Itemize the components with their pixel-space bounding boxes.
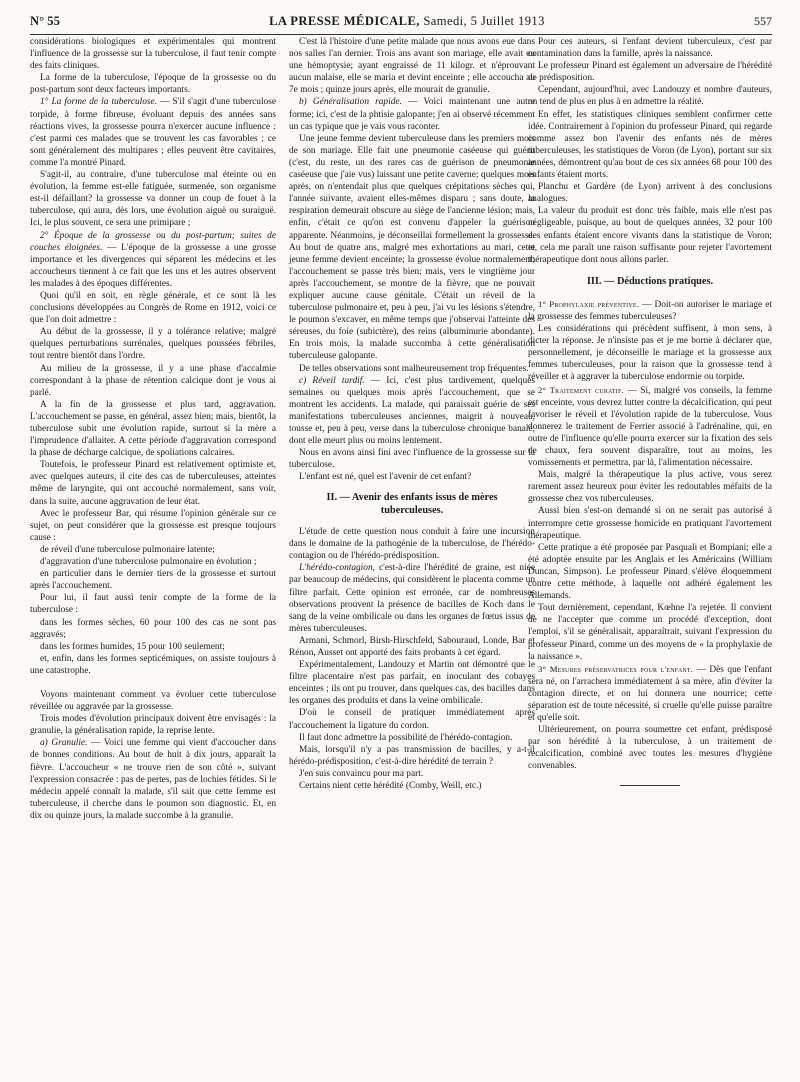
- section-heading: [528, 276, 772, 288]
- journal-title: [269, 14, 545, 29]
- paragraph-lead: 3° Mesures préservatrices pour l'enfant.: [538, 663, 694, 674]
- paragraph-text: Armani, Schmorl, Birsh-Hirschfeld, Sabouraud, Londe, Bar et Rénon, Ausset ont apporté des faits probants à cet égard.: [289, 635, 535, 658]
- paragraph-text: — Ici, c'est plus tardivement, quelques semaines ou quelques mois après l'accouchement, que se montrent les accidents. La malade, qui paraissait guérie de ses manifestations tuberculeuses anciennes, maigrit à nouveau, tousse et, peu à peu, verse dans la tuberculose chronique banale, dont elle meurt plus ou moins lentement.: [289, 375, 536, 447]
- text-column-1: [30, 36, 276, 822]
- paragraph-text: Trois modes d'évolution principaux doivent être envisagés : la granulie, la généralisation rapide, la reprise lente.: [30, 714, 276, 737]
- paragraph-text: — Si, malgré vos conseils, la femme est enceinte, vous devrez lutter contre la décalcification, qui peut favoriser le réveil et l'évolution rapide de la tuberculose. Vous donnerez le traitement de Ferrier associé à l'adrénaline, qui, en outre de l'influence qu'elle pourra exercer sur la fixation des sels de chaux, fera souvent disparaître, tout au moins, les vomissements et permettra, par là, l'alimentation nécessaire.: [528, 385, 772, 469]
- paragraph-text: La forme de la tuberculose, l'époque de la grossesse ou du post-partum sont deux facteurs importants.: [30, 73, 276, 96]
- paragraph-text: c'est-à-dire l'hérédité de graine, est niée par beaucoup de médecins, qui considèrent le placenta comme un filtre parfait. Cette opinion est erronée, car de nombreuses observations prouvent la présence de bacilles de Koch dans le sang de la veine ombilicale ou dans les organes de fœtus issus de mères tuberculeuses.: [289, 563, 535, 634]
- paragraph: [528, 663, 772, 724]
- paragraph: [289, 96, 535, 132]
- paragraph-text: Toutefois, le professeur Pinard est relativement optimiste et, avec quelques auteurs, il cite des cas de tuberculeuses, atteintes même de laryngite, qui ont accouché normalement, sans voir, dans la suite, aucune aggravation de leur état.: [30, 460, 276, 507]
- paragraph: [528, 109, 772, 182]
- paragraph-text: L'étude de cette question nous conduit à faire une incursion dans le domaine de la pathogénie de la tuberculose, de l'hérédo-contagion ou de l'hérédo-prédisposition.: [289, 527, 535, 562]
- paragraph-lead: L'hérédo-contagion,: [299, 563, 375, 574]
- paragraph: [30, 72, 276, 96]
- paragraph-text: C'est là l'histoire d'une petite malade que nous avons eue dans nos salles l'an dernier. Trois ans avant son mariage, elle avait eu une hémoptysie; ayant engraissé de 11 kilogr. et n'éprouvant aucun malaise, elle se maria et devint enceinte ; elle accoucha au 7e mois ; quinze jours après, elle mourait de granulie.: [289, 37, 535, 96]
- paragraph-text: II. — Avenir des enfants issus de mères tuberculeuses.: [326, 492, 498, 516]
- paragraph-text: — Dès que l'enfant sera né, on l'arrachera immédiatement à sa mère, afin d'éviter la contagion directe, et on lui donnera une nourrice; cette séparation est de toute nécessité, si cruelle qu'elle puisse paraître et qu'elle soit.: [528, 664, 772, 724]
- paragraph-text: d'aggravation d'une tuberculose pulmonaire en évolution ;: [40, 557, 257, 568]
- section-heading: [297, 492, 527, 517]
- paragraph-text: Tout dernièrement, cependant, Kœhne l'a rejetée. Il convient de ne l'accepter que comme un procédé d'exception, dont l'emploi, s'il se généralisait, apparaîtrait, suivant l'expression du professeur Pinard, comme un des moyens de « la prophylaxie de la naissance ».: [528, 603, 772, 662]
- paragraph: [528, 602, 772, 662]
- paragraph-lead: 2° Traitement curatif.: [538, 384, 624, 395]
- paragraph-text: Il faut donc admettre la possibilité de l'hérédo-contagion.: [299, 732, 513, 743]
- paragraph: [30, 592, 276, 616]
- paragraph: [30, 544, 276, 556]
- paragraph-text: Voyons maintenant comment va évoluer cette tuberculose réveillée ou aggravée par la grossesse.: [30, 689, 276, 713]
- paragraph: [528, 181, 772, 205]
- paragraph: [30, 459, 276, 507]
- paragraph-lead: 1° La forme de la tuberculose.: [40, 97, 158, 108]
- paragraph-text: Planchu et Gardère (de Lyon) arrivent à des conclusions analogues.: [528, 182, 772, 205]
- paragraph-text: Avec le professeur Bar, qui résume l'opinion générale sur ce sujet, on peut considérer que la grossesse est presque toujours cause :: [30, 508, 276, 543]
- paragraph: [30, 641, 276, 653]
- paragraph-text: Cependant, aujourd'hui, avec Landouzy et nombre d'auteurs, on tend de plus en plus à en admettre la réalité.: [528, 85, 772, 108]
- paragraph: [289, 375, 535, 448]
- paragraph: [289, 562, 535, 635]
- paragraph: [528, 298, 772, 323]
- paragraph-text: L'enfant est né, quel est l'avenir de cet enfant?: [299, 472, 472, 483]
- page-header: [30, 14, 772, 32]
- paragraph-text: En effet, les statistiques cliniques semblent confirmer cette idée. Contrairement à l'opinion du professeur Pinard, qui regarde comme assez bon l'avenir des enfants nés de mères tuberculeuses, les statistiques de Voron (de Lyon), portant sur six années, démontrent qu'au bout de ces six années 68 pour 100 des enfants étaient morts.: [528, 109, 772, 181]
- paragraph-text: Au début de la grossesse, il y a tolérance relative; malgré quelques perturbations surrénales, quelques poussées fébriles, tout rentre bientôt dans l'ordre.: [30, 327, 276, 362]
- paragraph: [30, 713, 276, 737]
- paragraph-lead: b) Généralisation rapide.: [299, 97, 402, 108]
- paragraph-text: Les considérations qui précèdent suffisent, à mon sens, à dicter la réponse. Je n'insiste pas et je me borne à déclarer que, personnellement, je déconseille le mariage et la grossesse aux femmes tuberculeuses, pour la raison que la grossesse tend à réveiller et à aggraver la tuberculose endormie ou torpide.: [528, 324, 772, 383]
- paragraph-text: Aussi bien s'est-on demandé si on ne serait pas autorisé à interrompre cette grossesse homicide en pratiquant l'avortement thérapeutique.: [528, 506, 772, 541]
- paragraph: [289, 732, 535, 744]
- paragraph: [528, 724, 772, 772]
- text-column-2: [289, 36, 535, 792]
- paragraph: [289, 133, 535, 363]
- text-column-3: [528, 36, 772, 786]
- paragraph-text: Le professeur Pinard est également un adversaire de l'hérédité de prédisposition.: [528, 61, 772, 84]
- paragraph: [289, 659, 535, 707]
- page-number: 557: [754, 14, 772, 28]
- paragraph: [289, 471, 535, 483]
- issue-number: N° 55: [30, 14, 60, 28]
- paragraph: [30, 568, 276, 592]
- journal-name: LA PRESSE MÉDICALE,: [269, 14, 420, 28]
- paragraph: [30, 653, 276, 677]
- paragraph-text: J'en suis convaincu pour ma part.: [299, 768, 424, 779]
- paragraph-text: — Voici maintenant une autre forme; ici, c'est de la phtisie galopante; j'en ai observé récemment un cas typique que je vais vous raconter.: [289, 97, 536, 132]
- paragraph-text: Expérimentalement, Landouzy et Martin ont démontré que le filtre placentaire n'est pas parfait, en inoculant des cobayes enceintes ; ils ont pu trouver, dans quelques cas, des bacilles dans les organes des produits et dans la veine ombilicale.: [289, 660, 535, 707]
- paragraph: [289, 635, 535, 659]
- paragraph-lead: c) Réveil tardif.: [299, 375, 365, 386]
- paragraph-text: Au milieu de la grossesse, il y a une phase d'accalmie correspondant à la phase de rétention calcique dont je vous ai parlé.: [30, 363, 276, 398]
- issue-date: Samedi, 5 Juillet 1913: [423, 14, 545, 28]
- paragraph-text: Mais, malgré la thérapeutique la plus active, vous serez rarement assez heureux pour éviter les redoutables méfaits de la grossesse chez vos tuberculeuses.: [528, 470, 772, 505]
- paragraph-text: dans les formes humides, 15 pour 100 seulement;: [40, 641, 225, 652]
- paragraph-text: Quoi qu'il en soit, en règle générale, et ce sont là les conclusions développées au Congrès de Rome en 1912, voici ce que l'on doit admettre :: [30, 290, 276, 326]
- paragraph-text: D'où le conseil de pratiquer immédiatement après l'accouchement la ligature du cordon.: [289, 708, 535, 731]
- paragraph-text: Ultérieurement, on pourra soumettre cet enfant, prédisposé par son hérédité à la tuberculose, à un traitement de recalcification, combiné avec toutes les mesures d'hygiène convenables.: [528, 725, 772, 772]
- paragraph-text: De telles observations sont malheureusement trop fréquentes.: [299, 363, 529, 374]
- paragraph: [528, 36, 772, 60]
- paragraph: [289, 707, 535, 731]
- paragraph: [30, 169, 276, 229]
- paragraph-lead: 1° Prophylaxie préventive.: [538, 298, 640, 309]
- paragraph-text: III. — Déductions pratiques.: [586, 275, 714, 287]
- paragraph: [30, 689, 276, 713]
- paragraph: [30, 290, 276, 326]
- paragraph-text: de réveil d'une tuberculose pulmonaire latente;: [40, 544, 215, 555]
- paragraph: [289, 526, 535, 562]
- header-rule: [30, 34, 772, 35]
- paragraph-text: — L'époque de la grossesse a une grosse importance et les divergences qui séparent les médecins et les accoucheurs tiennent à ce fait que les uns et les autres observent les malades à des époques différentes.: [30, 242, 276, 289]
- end-rule: [620, 785, 680, 786]
- paragraph-text: — Voici une femme qui vient d'accoucher dans de bonnes conditions. Au bout de huit à dix jours, apparaît la fièvre. L'accoucheur « ne trouve rien de son côté », suivant l'expression consacrée : pas de pertes, pas de lochies fétides. Si le médecin appelé connaît la malade, s'il sait que cette femme est tuberculeuse, il cherche dans le poumon son diagnostic. Et, en dix ou quinze jours, la malade succombe à la granulie.: [30, 738, 276, 821]
- paragraph-text: — S'il s'agit d'une tuberculose torpide, à forme fibreuse, évoluant depuis des années sans réactions vives, la grossesse pourra n'exercer aucune influence : c'est parmi ces malades que se trouvent les cas favorables ; ce sont généralement des multipares ; elles peuvent être cavitaires, comme l'a montré Pinard.: [30, 97, 276, 168]
- paragraph-text: Mais, lorsqu'il n'y a pas transmission de bacilles, y a-t-il hérédo-prédisposition, c'est-à-dire hérédité de terrain ?: [289, 744, 535, 767]
- paragraph-lead: a) Granulie.: [40, 738, 88, 749]
- paragraph: [30, 36, 276, 72]
- paragraph-text: Une jeune femme devient tuberculeuse dans les premiers mois de son mariage. Elle fait une pneumonie caséeuse qui guérit (c'est, du reste, un des rares cas de guérison de pneumonie caséeuse que j'aie vus) laissant une petite caverne; quelques mois après, on n'entendait plus que quelques crépitations sèches qui, l'année suivante, avaient elles-mêmes disparu ; sans doute, la respiration demeurait obscure au siège de l'ancienne lésion; mais, enfin, c'était ce qu'on est convenu d'appeler la guérison apparente. Néanmoins, je déconseillai formellement la grossesse. Au bout de quatre ans, malgré mes exhortations au mari, cette jeune femme devient enceinte; la grossesse évolue normalement; l'accouchement se passe très bien; mais, vers le vingtième jour après l'accouchement, se montre de la fièvre, que ne pouvait expliquer aucune cause génitale. C'était un réveil de la tuberculose pulmonaire et, peu à peu, j'ai vu les lésions s'étendre, le poumon s'excaver, en même temps que j'observai l'atteinte des séreuses, du foie (subictère), des reins (albuminurie abondante). En trois mois, la malade succomba à cette généralisation tuberculeuse galopante.: [289, 133, 535, 362]
- paragraph: [528, 84, 772, 108]
- paragraph: [528, 469, 772, 505]
- paragraph-text: en particulier dans le dernier tiers de la grossesse et surtout après l'accouchement.: [30, 569, 276, 592]
- paragraph: [30, 399, 276, 459]
- paragraph: [528, 205, 772, 265]
- paragraph: [289, 363, 535, 375]
- paragraph: [528, 323, 772, 383]
- paragraph-text: La valeur du produit est donc très faible, mais elle n'est pas négligeable, puisque, au bout de quelques années, 32 pour 100 des enfants étaient encore vivants dans la statistique de Voron; et, cela me paraît une raison suffisante pour rejeter l'avortement thérapeutique dont nous allons parler.: [528, 206, 772, 265]
- paragraph-text: Nous en avons ainsi fini avec l'influence de la grossesse sur la tuberculose.: [289, 448, 535, 471]
- paragraph: [30, 617, 276, 641]
- paragraph-text: Cette pratique a été proposée par Pasquali et Bompiani; elle a été adoptée ensuite par les Anglais et les Américains (William Duncan, Simpson). Le professeur Pinard s'élève éloquemment contre cette méthode, à laquelle ont adhéré également les Allemands.: [528, 542, 772, 602]
- paragraph-text: S'agit-il, au contraire, d'une tuberculose mal éteinte ou en évolution, la femme est-elle fatiguée, surmenée, son organisme est-il défaillant? la grossesse va donner un coup de fouet à la tuberculose, qui aura, dès lors, une évolution aiguë ou suraiguë. Ici, le plus souvent, ce sera une primipare ;: [30, 170, 276, 229]
- paragraph: [289, 744, 535, 768]
- paragraph: [30, 556, 276, 568]
- paragraph: [289, 768, 535, 780]
- paragraph: [528, 505, 772, 541]
- paragraph: [528, 60, 772, 84]
- paragraph: [30, 326, 276, 362]
- paragraph-text: Pour ces auteurs, si l'enfant devient tuberculeux, c'est par contamination dans la famille, après la naissance.: [528, 37, 772, 60]
- paragraph: [30, 508, 276, 544]
- paragraph: [528, 384, 772, 470]
- paragraph-text: — Doit-on autoriser le mariage et la grossesse des femmes tuberculeuses?: [528, 299, 772, 322]
- paragraph: [30, 363, 276, 399]
- paragraph-text: considérations biologiques et expérimentales qui montrent l'influence de la grossesse sur la tuberculose, il faut tenir compte des faits cliniques.: [30, 37, 276, 72]
- paragraph-text: et, enfin, dans les formes septicémiques, on assiste toujours à une catastrophe.: [30, 653, 276, 676]
- paragraph-text: Pour lui, il faut aussi tenir compte de la forme de la tuberculose :: [30, 593, 276, 616]
- paragraph-text: dans les formes sèches, 60 pour 100 des cas ne sont pas aggravés;: [30, 617, 276, 640]
- paragraph-lead: 2° Époque de la grossesse ou du post-partum; suites de couches éloignées.: [30, 230, 276, 253]
- paragraph-text: A la fin de la grossesse et plus tard, aggravation. L'accouchement se passe, en général, assez bien; mais, bientôt, la tuberculose subit une évolution rapide, surtout si la mère a l'imprudence d'allaiter. A cette période d'aggravation correspond la phase de décharge calcique, de spoliations calcaires.: [30, 399, 276, 459]
- paragraph: [289, 780, 535, 792]
- paragraph: [528, 542, 772, 602]
- paragraph: [289, 447, 535, 471]
- paragraph: [289, 36, 535, 96]
- paragraph: [30, 737, 276, 822]
- paragraph: [30, 230, 276, 290]
- paragraph-text: Certains nient cette hérédité (Comby, Weill, etc.): [299, 781, 482, 792]
- paragraph: [30, 96, 276, 169]
